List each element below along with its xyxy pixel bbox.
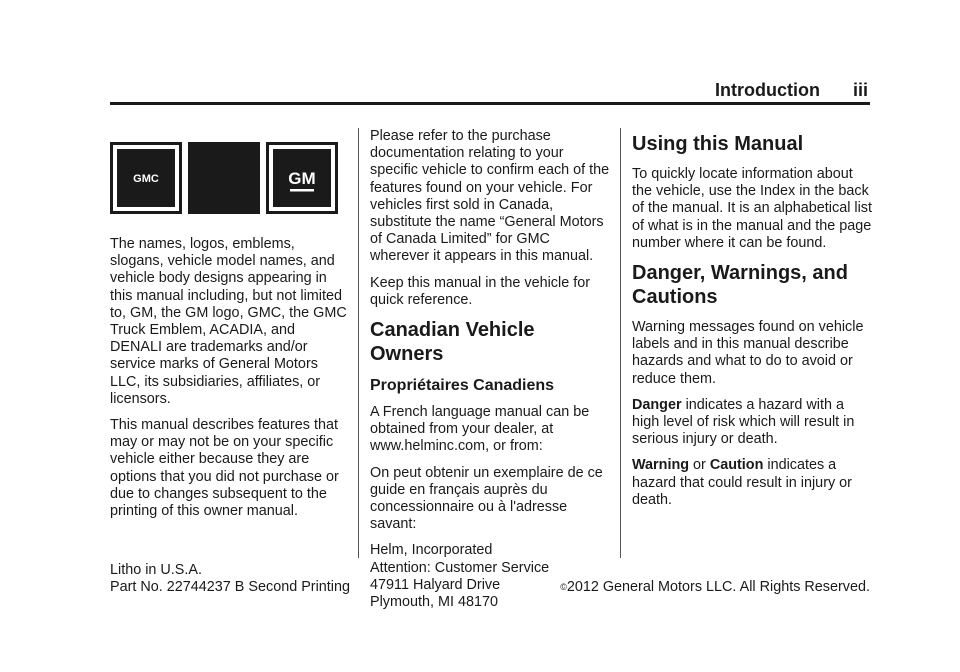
column-left — [110, 128, 350, 529]
page-number: iii — [852, 80, 868, 100]
copyright-symbol: © — [560, 582, 567, 592]
proprietaires-heading: Propriétaires Canadiens — [370, 377, 555, 395]
truck-emblem-logo — [188, 142, 260, 214]
gm-wordmark-icon — [282, 158, 322, 198]
page-footer — [110, 559, 870, 596]
address-line: Plymouth, MI 48170 — [370, 594, 498, 611]
header-rule — [110, 102, 870, 105]
warning-caution-paragraph — [632, 457, 872, 509]
gmc-logo-badge — [117, 149, 175, 207]
running-title-text: Introduction — [715, 80, 820, 100]
french-manual-paragraph: A French language manual can be obtained from your dealer, at www.helminc.com, or from: — [370, 404, 590, 455]
address-line: Attention: Customer Service — [370, 559, 550, 576]
page-header — [0, 0, 960, 110]
purchase-docs-paragraph: Please refer to the purchase documentation relating to your specific vehicle to confirm each of the features found on your vehicle. For vehicles first sold in Canada, substitute the name “General Motors of Canada Limited” for GMC wherever it appears in this manual. — [370, 128, 610, 265]
gmc-logo — [110, 142, 182, 214]
manual-scope-paragraph: This manual describes features that may or may not be on your specific vehicle either because they are options that you did not purchase or due to changes subsequent to the printing of this owner manual. — [110, 417, 339, 520]
caution-term: Caution — [709, 457, 764, 474]
danger-term: Danger — [632, 396, 682, 413]
warning-messages-paragraph: Warning messages found on vehicle labels and in this manual describe hazards and what to do to avoid or reduce them. — [632, 319, 864, 387]
column-right — [632, 128, 872, 518]
keep-manual-paragraph: Keep this manual in the vehicle for quick reference. — [370, 274, 590, 308]
address-line: Helm, Incorporated — [370, 542, 493, 559]
or-text: or — [689, 457, 710, 474]
gmc-wordmark-icon — [123, 168, 169, 188]
part-number-line: Part No. 22744237 B Second Printing — [110, 579, 351, 595]
using-manual-paragraph: To quickly locate information about the vehicle, use the Index in the back of the manual. It is an alphabetical list of what is in the manual and the page number where it can be found. — [632, 166, 872, 251]
using-manual-heading: Using this Manual — [632, 133, 804, 155]
column-divider-1 — [358, 128, 359, 558]
danger-description: indicates a hazard with a high level of risk which will result in serious injury or death. — [632, 396, 855, 448]
gm-logo — [266, 142, 338, 214]
danger-warnings-heading: Danger, Warnings, and Cautions — [632, 262, 848, 309]
warning-caution-description: indicates a hazard that could result in injury or death. — [632, 457, 852, 508]
column-middle — [370, 128, 610, 611]
logo-strip — [110, 142, 350, 214]
canadian-owners-heading: Canadian Vehicle Owners — [370, 319, 535, 366]
svg-text:GM: GM — [288, 169, 316, 188]
copyright-line — [560, 579, 870, 596]
address-line: 47911 Halyard Drive — [370, 576, 501, 593]
french-text-paragraph: On peut obtenir un exemplaire de ce guide en français auprès du concessionnaire ou à l'adresse savant: — [370, 464, 603, 533]
running-title — [715, 80, 820, 101]
danger-paragraph — [632, 397, 872, 449]
trademark-paragraph: The names, logos, emblems, slogans, vehicle model names, and vehicle body designs appearing in this manual including, but not limited to, GM, the GM logo, GMC, the GMC Truck Emblem, ACADIA, and DENALI are trademarks and/or service marks of General Motors LLC, its subsidiaries, affiliates, or licensors. — [110, 236, 347, 407]
copyright-text: 2012 General Motors LLC. All Rights Reserved. — [566, 579, 870, 595]
warning-term: Warning — [632, 457, 690, 474]
litho-line: Litho in U.S.A. — [110, 562, 202, 578]
svg-text:GMC: GMC — [133, 173, 159, 185]
gm-logo-badge — [273, 149, 331, 207]
column-divider-2 — [620, 128, 621, 558]
